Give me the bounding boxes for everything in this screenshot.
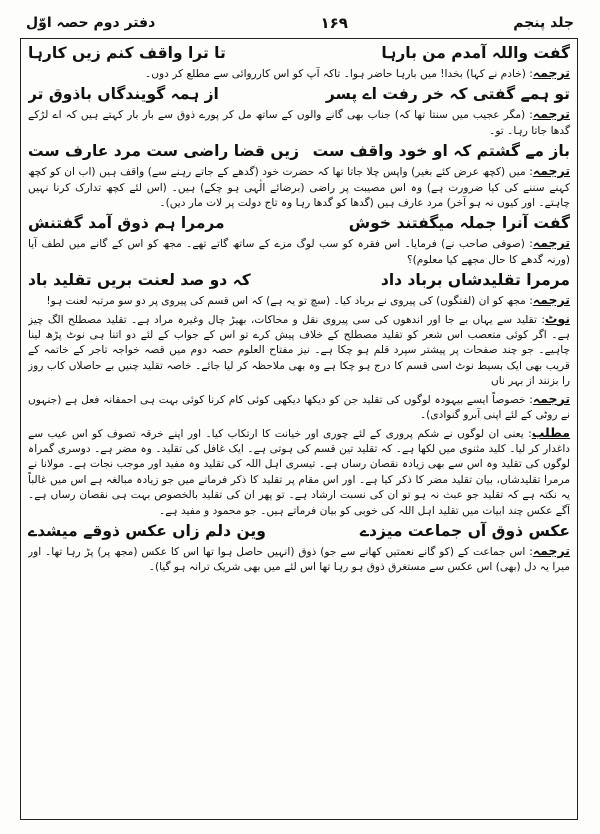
verse-second-half: از ہمہ گویندگاں باذوق تر	[28, 85, 219, 104]
paragraph-text: (صوفی صاحب نے) فرمایا۔ اس فقرہ کو سب لوگ مزے کے ساتھ گاتے تھے۔ مجھ کو اس کے گانے میں لطف آیا (ورنہ گدھے کا حال مجھے کیا معلوم)؟	[28, 238, 570, 266]
page-content	[28, 42, 570, 816]
page-header	[26, 10, 574, 36]
paragraph: ترجمہ: خصوصاً ایسے بیہودہ لوگوں کی تقلید جن کو دیکھا دیکھی کوئی کام کرنا کوئی بہت ہی احمقانہ فعل ہے (جنہوں نے روٹی کے لئے اپنی آبرو گنوادی)۔	[28, 390, 570, 422]
paragraph-text: یعنی ان لوگوں نے شکم پروری کے لئے چوری اور خیانت کا ارتکاب کیا۔ اور اپنے خرقہ تصوف کو اس عیب سے داغدار کر لیا۔ کلید مثنوی میں لکھا ہے۔ کہ تقلید تین قسم کی ہوتی ہے۔ ایک غافل کی تقلید۔ وہ مضر ہے۔ دوسری گمراہ لوگوں کی تقلید وہ اس سے بھی زیادہ نقصان رساں ہے۔ تیسری اہل اللہ کی تقلید وہ مفید اور موجب نجات ہے۔ مولانا نے مرمرا تقلیدشاں، بیان تقلید مضر کا ذکر کیا ہے۔ اور اس مقام پر تقلید کا ذکر فرمانے میں جو زیادہ مبالغہ ہے اس میں غالباً یہ نکتہ ہے کہ تقلید جو عبث نہ ہو تو ان کی نسبت ارشاد ہے۔ تو پھر ان کی تقلید بالخصوص بہت ہی نقصان رساں ہے۔ آگے عکس چند ابیات میں تقلید اہل اللہ کی خوبی کو بیان فرماتے ہیں۔ جو محمود و مفید ہے۔	[28, 427, 570, 517]
paragraph-label: ترجمہ	[532, 65, 570, 80]
paragraph-label: مطلب	[531, 424, 570, 440]
paragraph-label: ترجمہ	[532, 235, 570, 251]
paragraph-label: ترجمہ	[532, 106, 570, 122]
verse-first-half: گفت آنرا جملہ میگفتند خوش	[348, 214, 570, 233]
verse-second-half: کہ دو صد لعنت بریں تقلید باد	[28, 271, 251, 290]
verse-couplet	[28, 42, 570, 65]
verse-second-half: وین دلم زاں عکس ذوقے میشدے	[28, 521, 266, 540]
section-label: دفتر دوم حصہ اوّل	[26, 15, 156, 31]
verse-second-half: مرمرا ہم ذوق آمد گفتنش	[28, 214, 225, 233]
paragraph: نوٹ: تقلید سے یہاں بے جا اور اندھوں کی سی پیروی نقل و محاکات، بھیڑ چال وغیرہ مراد ہے۔ تقلید مصطلح الگ چیز ہے۔ اگر کوئی متعصب اس شعر کو تقلید مصطلح کے خلاف پیش کرے تو اس کے جواب کے لئے دو اتنا ہی نوٹ پڑھ لینا چاہیے۔ جو چند صفحات پر پیشتر سپرد قلم ہو چکا ہے۔ نیز مفتاح العلوم حصہ دوم میں قصہ خواجہ تاجر کے خاتمہ کے قریب بھی ایک بسیط نوٹ اسی قسم کا درج ہو چکا ہے وہ بھی ملاحظہ کر لیا جائے۔ خاصہ تقلید چنیں بے حاصلاں کاب روز را بزنند از بہر ناں	[28, 310, 570, 388]
paragraph-label: نوٹ	[544, 310, 570, 326]
paragraph-text: مجھ کو ان (لفنگوں) کی پیروی نے برباد کیا۔ (سچ تو یہ ہے) کہ اس قسم کی پیروی پر دو سو مرتبہ لعنت ہو!	[46, 295, 526, 308]
paragraph-label: ترجمہ	[532, 163, 570, 179]
paragraph-text: خصوصاً ایسے بیہودہ لوگوں کی تقلید جن کو دیکھا دیکھی کوئی کام کرنا کوئی بہت ہی احمقانہ فعل ہے (جنہوں نے روٹی کے لئے اپنی آبرو گنوادی)۔	[28, 393, 570, 422]
verse-first-half: گفت واللہ آمدم من بارہا	[381, 44, 570, 62]
paragraph-text: اس جماعت کے (کو گانے نعمتیں کھانے سے جو) ذوق (انہیں حاصل ہوا تھا اس کا عکس (مجھ پر) پڑ رہا تھا۔ اور میرا یہ دل (بھی) اس عکس سے مستغرق ذوق ہو رہا تھا اس لئے میں بھی شریک ترانہ ہو گیا)۔	[28, 545, 570, 574]
paragraph: ترجمہ: اس جماعت کے (کو گانے نعمتیں کھانے سے جو) ذوق (انہیں حاصل ہوا تھا اس کا عکس (مجھ پر) پڑ رہا تھا۔ اور میرا یہ دل (بھی) اس عکس سے مستغرق ذوق ہو رہا تھا اس لئے میں بھی شریک ترانہ ہو گیا)۔	[28, 542, 570, 574]
volume-label: جلد پنجم	[513, 15, 574, 31]
verse-couplet	[28, 140, 570, 163]
page-number: ۱۶۹	[320, 14, 348, 32]
paragraph-label: ترجمہ	[532, 542, 570, 558]
paragraph: ترجمہ: (خادم نے کہا) بخدا! میں بارہا حاضر ہوا۔ تاکہ آپ کو اس کارروائی سے مطلع کر دوں۔	[145, 65, 570, 80]
paragraph: مطلب: یعنی ان لوگوں نے شکم پروری کے لئے چوری اور خیانت کا ارتکاب کیا۔ اور اپنے خرقہ تصوف کو اس عیب سے داغدار کر لیا۔ کلید مثنوی میں لکھا ہے۔ کہ تقلید تین قسم کی ہوتی ہے۔ ایک غافل کی تقلید۔ وہ مضر ہے۔ دوسری گمراہ لوگوں کی تقلید وہ اس سے بھی زیادہ نقصان رساں ہے۔ تیسری اہل اللہ کی تقلید وہ مفید اور موجب نجات ہے۔ مولانا نے مرمرا تقلیدشاں، بیان تقلید مضر کا ذکر کیا ہے۔ اور اس مقام پر تقلید کا ذکر فرمانے میں جو زیادہ مبالغہ ہے اس میں غالباً یہ نکتہ ہے کہ تقلید جو عبث نہ ہو تو ان کی نسبت ارشاد ہے۔ تو پھر ان کی تقلید بالخصوص بہت ہی نقصان رساں ہے۔ آگے عکس چند ابیات میں تقلید اہل اللہ کی خوبی کو بیان فرماتے ہیں۔ جو محمود و مفید ہے۔	[28, 424, 570, 517]
paragraph: ترجمہ: (صوفی صاحب نے) فرمایا۔ اس فقرہ کو سب لوگ مزے کے ساتھ گاتے تھے۔ مجھ کو اس کے گانے میں لطف آیا (ورنہ گدھے کا حال مجھے کیا معلوم)؟	[28, 235, 570, 266]
paragraph-label: ترجمہ	[532, 390, 570, 406]
verse-first-half: تو ہمے گفتی کہ خر رفت اے پسر	[325, 85, 570, 104]
verse-couplet	[28, 520, 570, 543]
verse-first-half: باز مے گشتم کہ او خود واقف ست	[312, 142, 570, 161]
paragraph: ترجمہ: (مگر عجیب میں سنتا تھا کہ) جناب بھی گانے والوں کے ساتھ مل کر پورے ذوق سے بار بار کہتے ہیں کہ اے لڑکے گدھا جاتا رہا۔ تو۔	[28, 106, 570, 137]
paragraph-label: ترجمہ	[532, 292, 570, 308]
paragraph-text: تقلید سے یہاں بے جا اور اندھوں کی سی پیروی نقل و محاکات، بھیڑ چال وغیرہ مراد ہے۔ تقلید مصطلح الگ چیز ہے۔ اگر کوئی متعصب اس شعر کو تقلید مصطلح کے خلاف پیش کرے تو اس کے جواب کے لئے دو اتنا ہی نوٹ پڑھ لینا چاہیے۔ جو چند صفحات پر پیشتر سپرد قلم ہو چکا ہے۔ نیز مفتاح العلوم حصہ دوم میں قصہ خواجہ تاجر کے خاتمہ کے قریب بھی ایک بسیط نوٹ اسی قسم کا درج ہو چکا ہے وہ بھی ملاحظہ کر لیا جائے۔ خاصہ تقلید چنیں بے حاصلاں کاب روز را بزنند از بہر ناں	[28, 313, 570, 388]
paragraph-text: (مگر عجیب میں سنتا تھا کہ) جناب بھی گانے والوں کے ساتھ مل کر پورے ذوق سے بار بار کہتے ہیں کہ اے لڑکے گدھا جاتا رہا۔ تو۔	[28, 109, 570, 137]
verse-couplet	[28, 212, 570, 235]
verse-couplet	[28, 269, 570, 292]
verse-couplet	[28, 83, 570, 106]
paragraph: ترجمہ: میں (کچھ عرض کئے بغیر) واپس چلا جاتا تھا کہ حضرت خود (گدھے کے جاتے رہنے سے) واقف ہیں (اب ان کو کچھ کہنے سننے کی کیا ضرورت ہے) وہ اس مصیبت پر راضی (برضائے الٰہی ہو چکے) ہیں۔ (اس لئے کچھ تدارک کرنا نہیں چاہتے۔ اور کیوں نہ ہو آخر) مرد عارف ہیں (گدھا کو گدھا رہا وہ تاج دولت پر لات مار دیں)۔	[28, 163, 570, 210]
verse-second-half: زیں قضا راضی ست مرد عارف ست	[28, 142, 300, 161]
paragraph-text: میں (کچھ عرض کئے بغیر) واپس چلا جاتا تھا کہ حضرت خود (گدھے کے جاتے رہنے سے) واقف ہیں (اب ان کو کچھ کہنے سننے کی کیا ضرورت ہے) وہ اس مصیبت پر راضی (برضائے الٰہی ہو چکے) ہیں۔ (اس لئے کچھ تدارک کرنا نہیں چاہتے۔ اور کیوں نہ ہو آخر) مرد عارف ہیں (گدھا کو گدھا رہا وہ تاج دولت پر لات مار دیں)۔	[28, 166, 570, 210]
paragraph-text: (خادم نے کہا) بخدا! میں بارہا حاضر ہوا۔ تاکہ آپ کو اس کارروائی سے مطلع کر دوں۔	[145, 68, 526, 80]
verse-second-half: تا ترا واقف کنم زیں کارہا	[28, 44, 226, 62]
verse-first-half: عکس ذوق آں جماعت میزدے	[359, 521, 570, 540]
paragraph: ترجمہ: مجھ کو ان (لفنگوں) کی پیروی نے برباد کیا۔ (سچ تو یہ ہے) کہ اس قسم کی پیروی پر دو سو مرتبہ لعنت ہو!	[46, 292, 570, 308]
verse-first-half: مرمرا تقلیدشاں برباد داد	[380, 271, 570, 290]
